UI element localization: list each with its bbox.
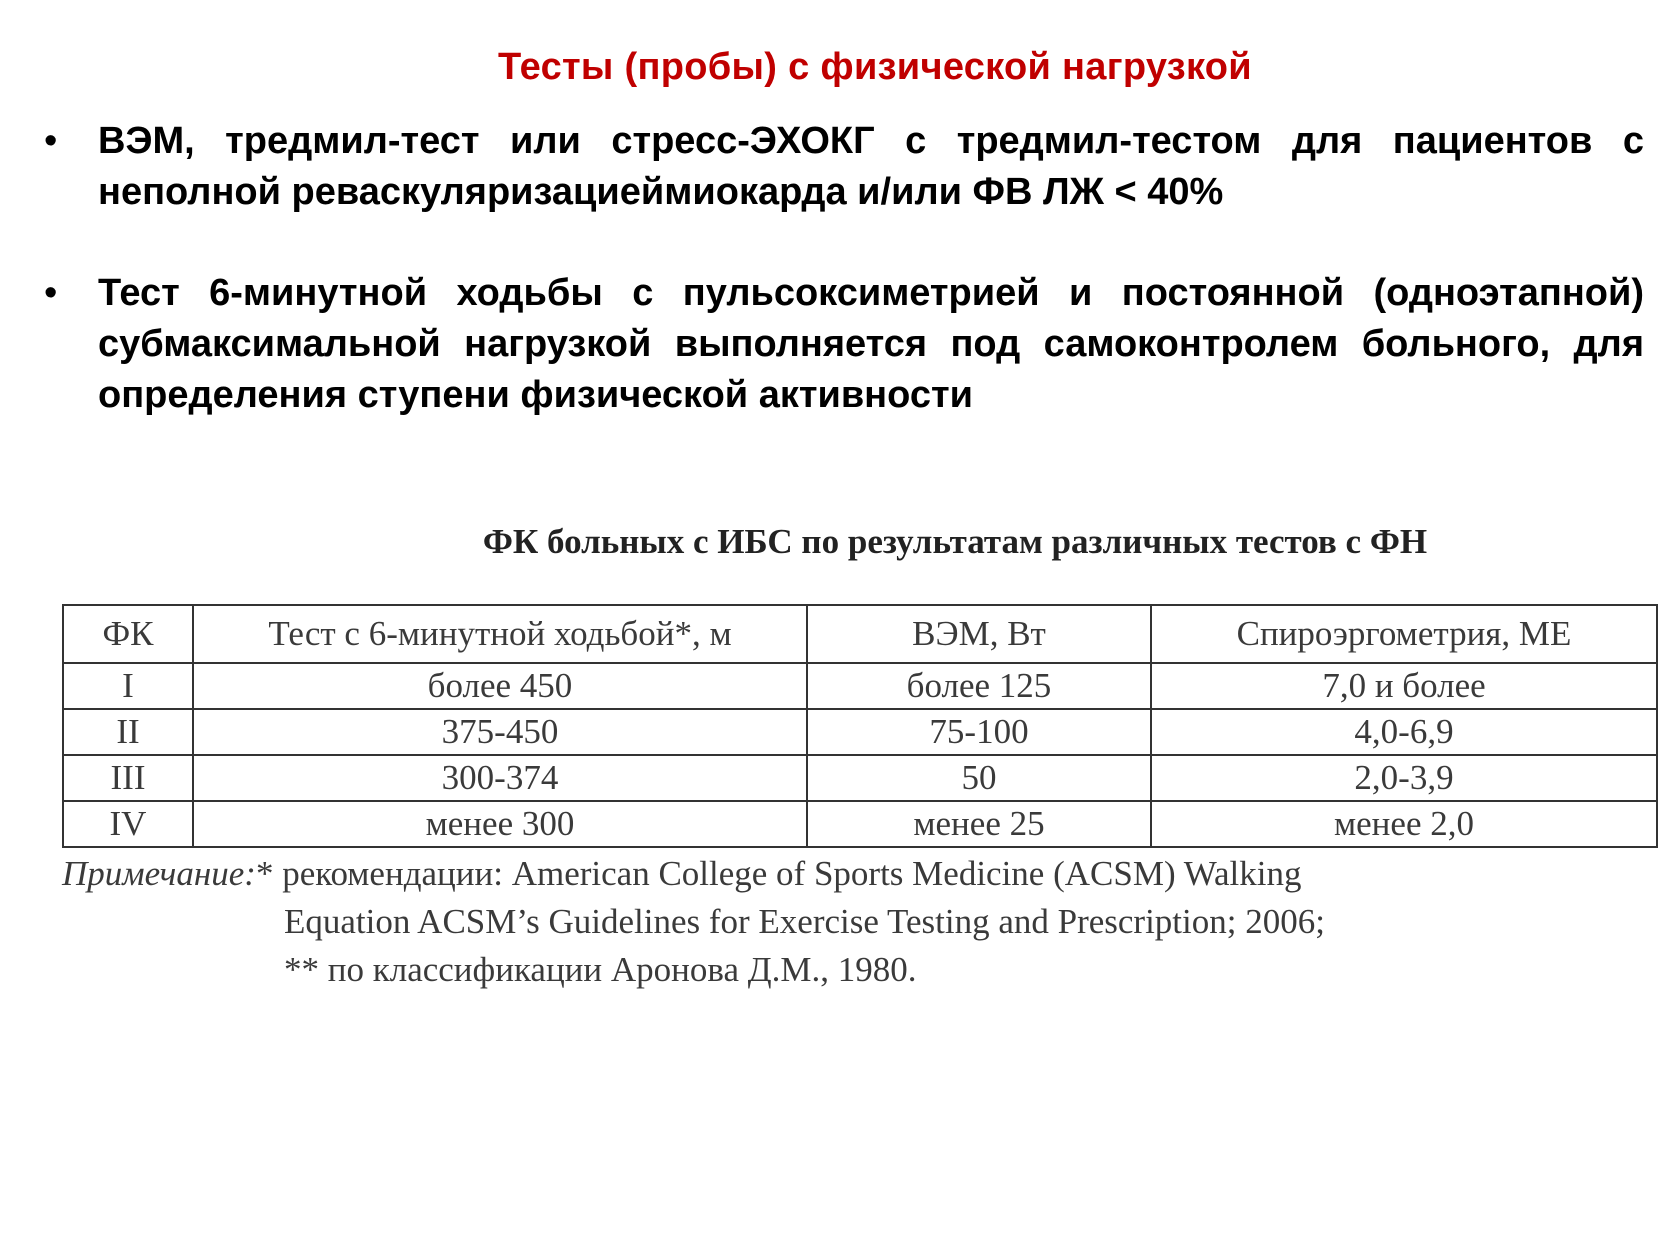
table-title: ФК больных с ИБС по результатам различных тестов с ФН bbox=[482, 522, 1428, 561]
cell-spiro: 2,0-3,9 bbox=[1151, 755, 1657, 801]
note-line-2: Equation ACSM’s Guidelines for Exercise Testing and Prescription; 2006; bbox=[284, 902, 1325, 941]
note-line-1 bbox=[62, 850, 1658, 898]
note-text-1: * рекомендации: American College of Sports Medicine (ACSM) Walking bbox=[255, 854, 1302, 893]
cell-spiro: 7,0 и более bbox=[1151, 663, 1657, 709]
bullet-text: Тест 6-минутной ходьбы с пульсоксиметрией и постоянной (одноэтапной) субмаксимальной нагрузкой выполняется под самоконтролем больного, для определения ступени физической активности bbox=[98, 272, 1644, 416]
cell-fk: I bbox=[63, 663, 193, 709]
header-vem: ВЭМ, Вт bbox=[807, 605, 1151, 663]
note-label: Примечание: bbox=[62, 854, 256, 893]
fk-table-section bbox=[62, 520, 1658, 994]
table-row bbox=[63, 801, 1657, 847]
cell-walk: более 450 bbox=[193, 663, 807, 709]
table-row bbox=[63, 663, 1657, 709]
cell-walk: 300-374 bbox=[193, 755, 807, 801]
table-note bbox=[62, 850, 1658, 994]
table-row bbox=[63, 755, 1657, 801]
cell-walk: менее 300 bbox=[193, 801, 807, 847]
cell-spiro: 4,0-6,9 bbox=[1151, 709, 1657, 755]
bullet-marker: • bbox=[44, 120, 58, 162]
header-walk-test: Тест с 6-минутной ходьбой*, м bbox=[193, 605, 807, 663]
table-row bbox=[63, 709, 1657, 755]
cell-fk: III bbox=[63, 755, 193, 801]
bullet-marker: • bbox=[44, 272, 58, 314]
cell-vem: менее 25 bbox=[807, 801, 1151, 847]
table-header-row bbox=[63, 605, 1657, 663]
cell-fk: II bbox=[63, 709, 193, 755]
slide-title: Тесты (пробы) с физической нагрузкой bbox=[498, 46, 1252, 88]
bullet-item-walk-test bbox=[44, 268, 1644, 421]
cell-fk: IV bbox=[63, 801, 193, 847]
cell-vem: 50 bbox=[807, 755, 1151, 801]
fk-table bbox=[62, 604, 1658, 848]
cell-walk: 375-450 bbox=[193, 709, 807, 755]
header-fk: ФК bbox=[63, 605, 193, 663]
cell-vem: 75-100 bbox=[807, 709, 1151, 755]
cell-spiro: менее 2,0 bbox=[1151, 801, 1657, 847]
bullet-item-ecg-tests bbox=[44, 116, 1644, 218]
bullet-list bbox=[44, 116, 1644, 421]
cell-vem: более 125 bbox=[807, 663, 1151, 709]
header-spiroergometry: Спироэргометрия, МЕ bbox=[1151, 605, 1657, 663]
note-line-3: ** по классификации Аронова Д.М., 1980. bbox=[284, 950, 917, 989]
bullet-text: ВЭМ, тредмил-тест или стресс-ЭХОКГ с тредмил-тестом для пациентов с неполной реваскуляризациеймиокарда и/или ФВ ЛЖ < 40% bbox=[98, 120, 1644, 213]
